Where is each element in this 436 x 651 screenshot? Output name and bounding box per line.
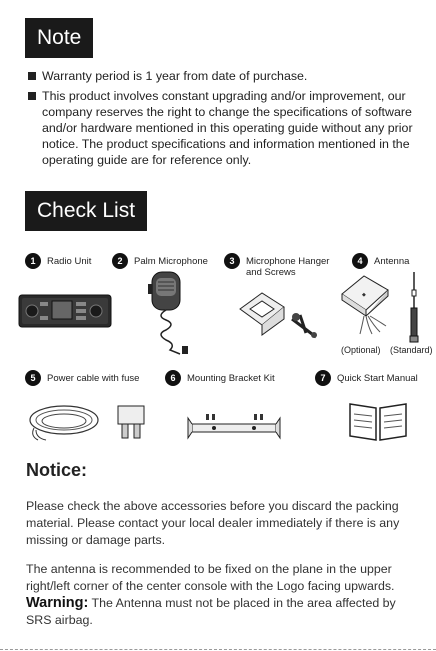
- microphone-hanger-illustration: [232, 283, 322, 343]
- radio-unit-illustration: [18, 290, 112, 332]
- mounting-bracket-illustration: [184, 410, 284, 444]
- antenna-option-label: (Optional): [341, 345, 381, 355]
- page-bottom-divider: [0, 649, 436, 650]
- antenna-standard-illustration: [404, 270, 424, 346]
- svg-text:◆: ◆: [362, 292, 366, 298]
- notice-paragraph-accessories: Please check the above accessories before you discard the packing material. Please contact your local dealer immediately if there is any missing or damage parts.: [26, 499, 400, 547]
- note-bullet-upgrade: [28, 88, 423, 168]
- warning-label: Warning:: [26, 595, 89, 611]
- antenna-placement-text: The antenna is recommended to be fixed on the plane in the upper right/left corner of the center console with the Logo facing upwards.: [26, 562, 395, 593]
- item-microphone-hanger: [224, 256, 346, 278]
- item-number-badge: 5: [25, 370, 41, 386]
- item-antenna: [352, 256, 409, 269]
- item-palm-microphone: [112, 256, 208, 269]
- note-bullet-list: [28, 68, 423, 172]
- quick-start-manual-illustration: [346, 400, 410, 444]
- item-power-cable: [25, 373, 139, 386]
- power-cable-illustration: [26, 400, 156, 444]
- item-number-badge: 7: [315, 370, 331, 386]
- notice-paragraph-antenna: [26, 561, 422, 629]
- item-label: Antenna: [374, 256, 410, 267]
- item-label: Palm Microphone: [134, 256, 208, 267]
- note-bullet-text: Warranty period is 1 year from date of purchase.: [42, 69, 308, 83]
- antenna-optional-illustration: [338, 272, 394, 342]
- item-label: Mounting Bracket Kit: [187, 373, 275, 384]
- item-radio-unit: [25, 256, 91, 269]
- checklist-heading: Check List: [25, 191, 147, 231]
- item-number-badge: 1: [25, 253, 41, 269]
- item-label: Quick Start Manual: [337, 373, 418, 384]
- antenna-option-label: (Standard): [390, 345, 433, 355]
- note-bullet-text: This product involves constant upgrading and/or improvement, our company reserves the right to change the specifications of software and/or hardware mentioned in this operating guide without any prior notice. The product specifications and information mentioned in the operating guide are for reference only.: [42, 89, 413, 167]
- item-number-badge: 4: [352, 253, 368, 269]
- notice-title: Notice:: [26, 460, 88, 480]
- item-label: Radio Unit: [47, 256, 92, 267]
- item-label: Microphone Hanger and Screws: [246, 256, 330, 278]
- item-number-badge: 3: [224, 253, 240, 269]
- item-number-badge: 2: [112, 253, 128, 269]
- warning-text: The Antenna must not be placed in the area affected by SRS airbag.: [26, 596, 396, 627]
- item-mounting-bracket: [165, 373, 275, 386]
- item-label: Power cable with fuse: [47, 373, 140, 384]
- note-bullet-warranty: [28, 68, 423, 84]
- palm-microphone-illustration: [142, 270, 208, 356]
- item-quick-start-manual: [315, 373, 418, 386]
- item-number-badge: 6: [165, 370, 181, 386]
- bullet-square-icon: [28, 92, 36, 100]
- note-heading: Note: [25, 18, 93, 58]
- bullet-square-icon: [28, 72, 36, 80]
